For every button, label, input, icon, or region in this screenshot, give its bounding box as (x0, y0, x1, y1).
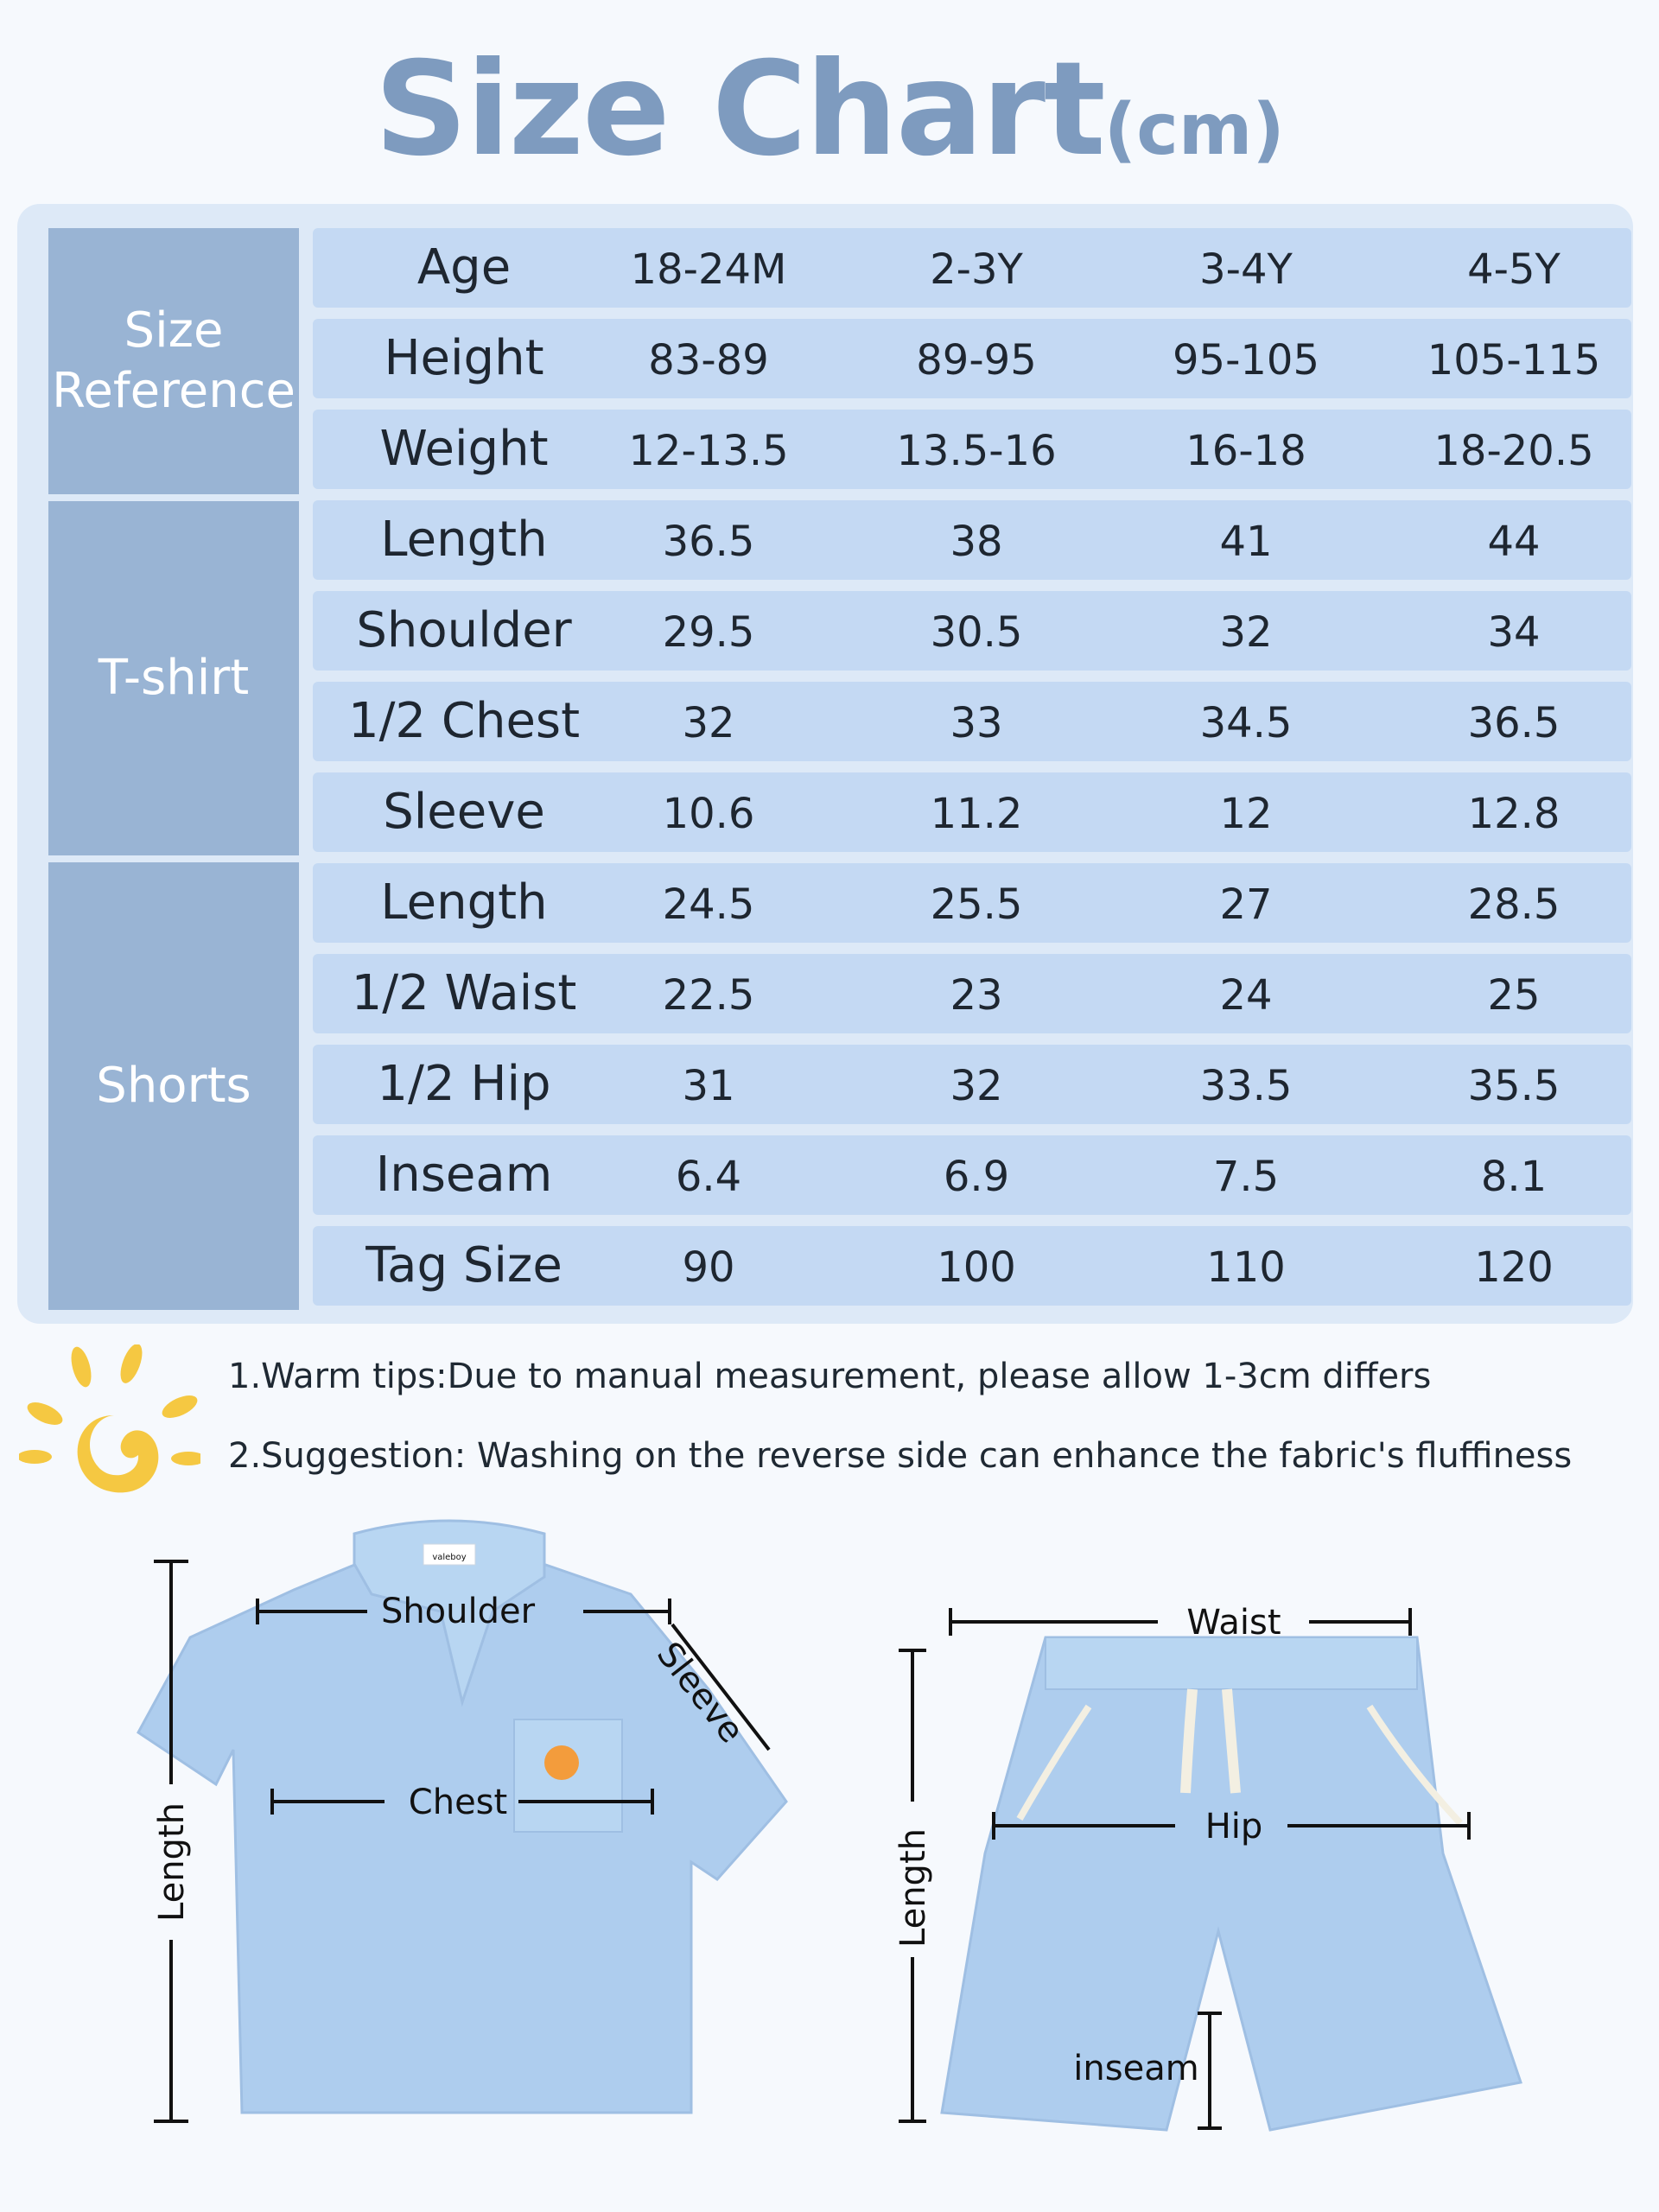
table-row (313, 682, 1631, 761)
table-cell: 12.8 (1467, 790, 1560, 838)
table-cell: 22.5 (662, 971, 755, 1020)
table-cell: 12 (1219, 790, 1273, 838)
row-label: Inseam (375, 1147, 553, 1203)
table-cell: 33 (950, 699, 1003, 747)
table-cell: 41 (1219, 518, 1273, 566)
table-cell: 30.5 (930, 608, 1023, 657)
shorts-waistband (1046, 1637, 1417, 1689)
table-cell: 11.2 (930, 790, 1023, 838)
table-cell: 2-3Y (930, 245, 1023, 294)
row-label: Height (384, 330, 544, 386)
table-cell: 24 (1219, 971, 1273, 1020)
shirt-chest-label: Chest (408, 1783, 508, 1822)
table-cell: 110 (1206, 1243, 1286, 1292)
table-row (313, 1226, 1631, 1306)
table-row (313, 1135, 1631, 1215)
table-cell: 12-13.5 (628, 427, 789, 475)
table-cell: 6.9 (943, 1153, 1010, 1201)
shorts-hip-label: Hip (1205, 1807, 1263, 1847)
table-cell: 16-18 (1185, 427, 1306, 475)
table-cell: 32 (950, 1062, 1003, 1110)
table-row (313, 772, 1631, 852)
table-cell: 18-24M (630, 245, 787, 294)
shirt-shoulder-label: Shoulder (380, 1592, 536, 1631)
row-label: Length (380, 512, 548, 568)
table-cell: 25.5 (930, 880, 1023, 929)
group-size-reference (48, 228, 299, 494)
table-row (313, 410, 1631, 489)
table-cell: 28.5 (1467, 880, 1560, 929)
sun-icon (19, 1344, 200, 1509)
table-cell: 90 (682, 1243, 735, 1292)
table-cell: 4-5Y (1467, 245, 1560, 294)
table-cell: 31 (682, 1062, 735, 1110)
row-label: Length (380, 874, 548, 931)
table-row (313, 954, 1631, 1033)
table-cell: 32 (682, 699, 735, 747)
size-table (17, 204, 1633, 1324)
table-cell: 13.5-16 (896, 427, 1057, 475)
table-cell: 34 (1487, 608, 1541, 657)
row-label: Shoulder (356, 602, 572, 658)
row-label: 1/2 Chest (347, 693, 581, 749)
table-cell: 23 (950, 971, 1003, 1020)
group-size-reference-line1: Size (124, 302, 224, 359)
shorts-diagram (881, 1594, 1538, 2147)
table-cell: 10.6 (662, 790, 755, 838)
shorts-length-label: Length (893, 1828, 933, 1948)
table-cell: 44 (1487, 518, 1541, 566)
title-main: Size Chart (374, 35, 1104, 185)
table-cell: 29.5 (662, 608, 755, 657)
table-cell: 95-105 (1172, 336, 1319, 385)
table-cell: 83-89 (648, 336, 769, 385)
table-row (313, 228, 1631, 308)
table-cell: 18-20.5 (1433, 427, 1594, 475)
table-row (313, 591, 1631, 671)
palm-logo-icon (544, 1745, 579, 1780)
table-cell: 89-95 (916, 336, 1037, 385)
table-cell: 8.1 (1480, 1153, 1548, 1201)
title-unit: (cm) (1103, 89, 1285, 171)
table-cell: 27 (1219, 880, 1273, 929)
shirt-sleeve-label: Sleeve (648, 1635, 752, 1751)
table-row (313, 1045, 1631, 1124)
brand-tag-text: valeboy (432, 1553, 467, 1562)
table-cell: 25 (1487, 971, 1541, 1020)
table-cell: 35.5 (1467, 1062, 1560, 1110)
table-cell: 36.5 (662, 518, 755, 566)
table-row (313, 863, 1631, 943)
row-label: Sleeve (383, 784, 545, 840)
group-shorts: Shorts (48, 862, 299, 1310)
row-label: 1/2 Hip (377, 1056, 551, 1112)
suggestion-tip: 2.Suggestion: Washing on the reverse side can enhance the fabric's fluffiness (228, 1436, 1573, 1476)
table-cell: 100 (937, 1243, 1016, 1292)
table-row (313, 319, 1631, 398)
table-cell: 3-4Y (1199, 245, 1293, 294)
shorts-inseam-label: inseam (1073, 2049, 1199, 2088)
row-label: Age (416, 239, 512, 296)
row-label: 1/2 Waist (351, 965, 577, 1021)
warm-tip: 1.Warm tips:Due to manual measurement, please allow 1-3cm differs (228, 1357, 1432, 1396)
row-label: Tag Size (365, 1237, 563, 1294)
table-cell: 36.5 (1467, 699, 1560, 747)
table-cell: 7.5 (1212, 1153, 1280, 1201)
table-cell: 24.5 (662, 880, 755, 929)
table-cell: 38 (950, 518, 1003, 566)
shirt-length-label: Length (152, 1802, 192, 1922)
shorts-waist-label: Waist (1186, 1603, 1281, 1643)
page-title (0, 35, 1659, 185)
tshirt-diagram (130, 1516, 804, 2134)
table-cell: 120 (1474, 1243, 1554, 1292)
table-cell: 105-115 (1427, 336, 1601, 385)
table-row (313, 500, 1631, 580)
row-label: Weight (379, 421, 549, 477)
table-cell: 33.5 (1199, 1062, 1293, 1110)
table-cell: 6.4 (675, 1153, 742, 1201)
group-size-reference-line2: Reference (52, 363, 296, 419)
group-tshirt: T-shirt (48, 501, 299, 855)
table-cell: 34.5 (1199, 699, 1293, 747)
table-cell: 32 (1219, 608, 1273, 657)
